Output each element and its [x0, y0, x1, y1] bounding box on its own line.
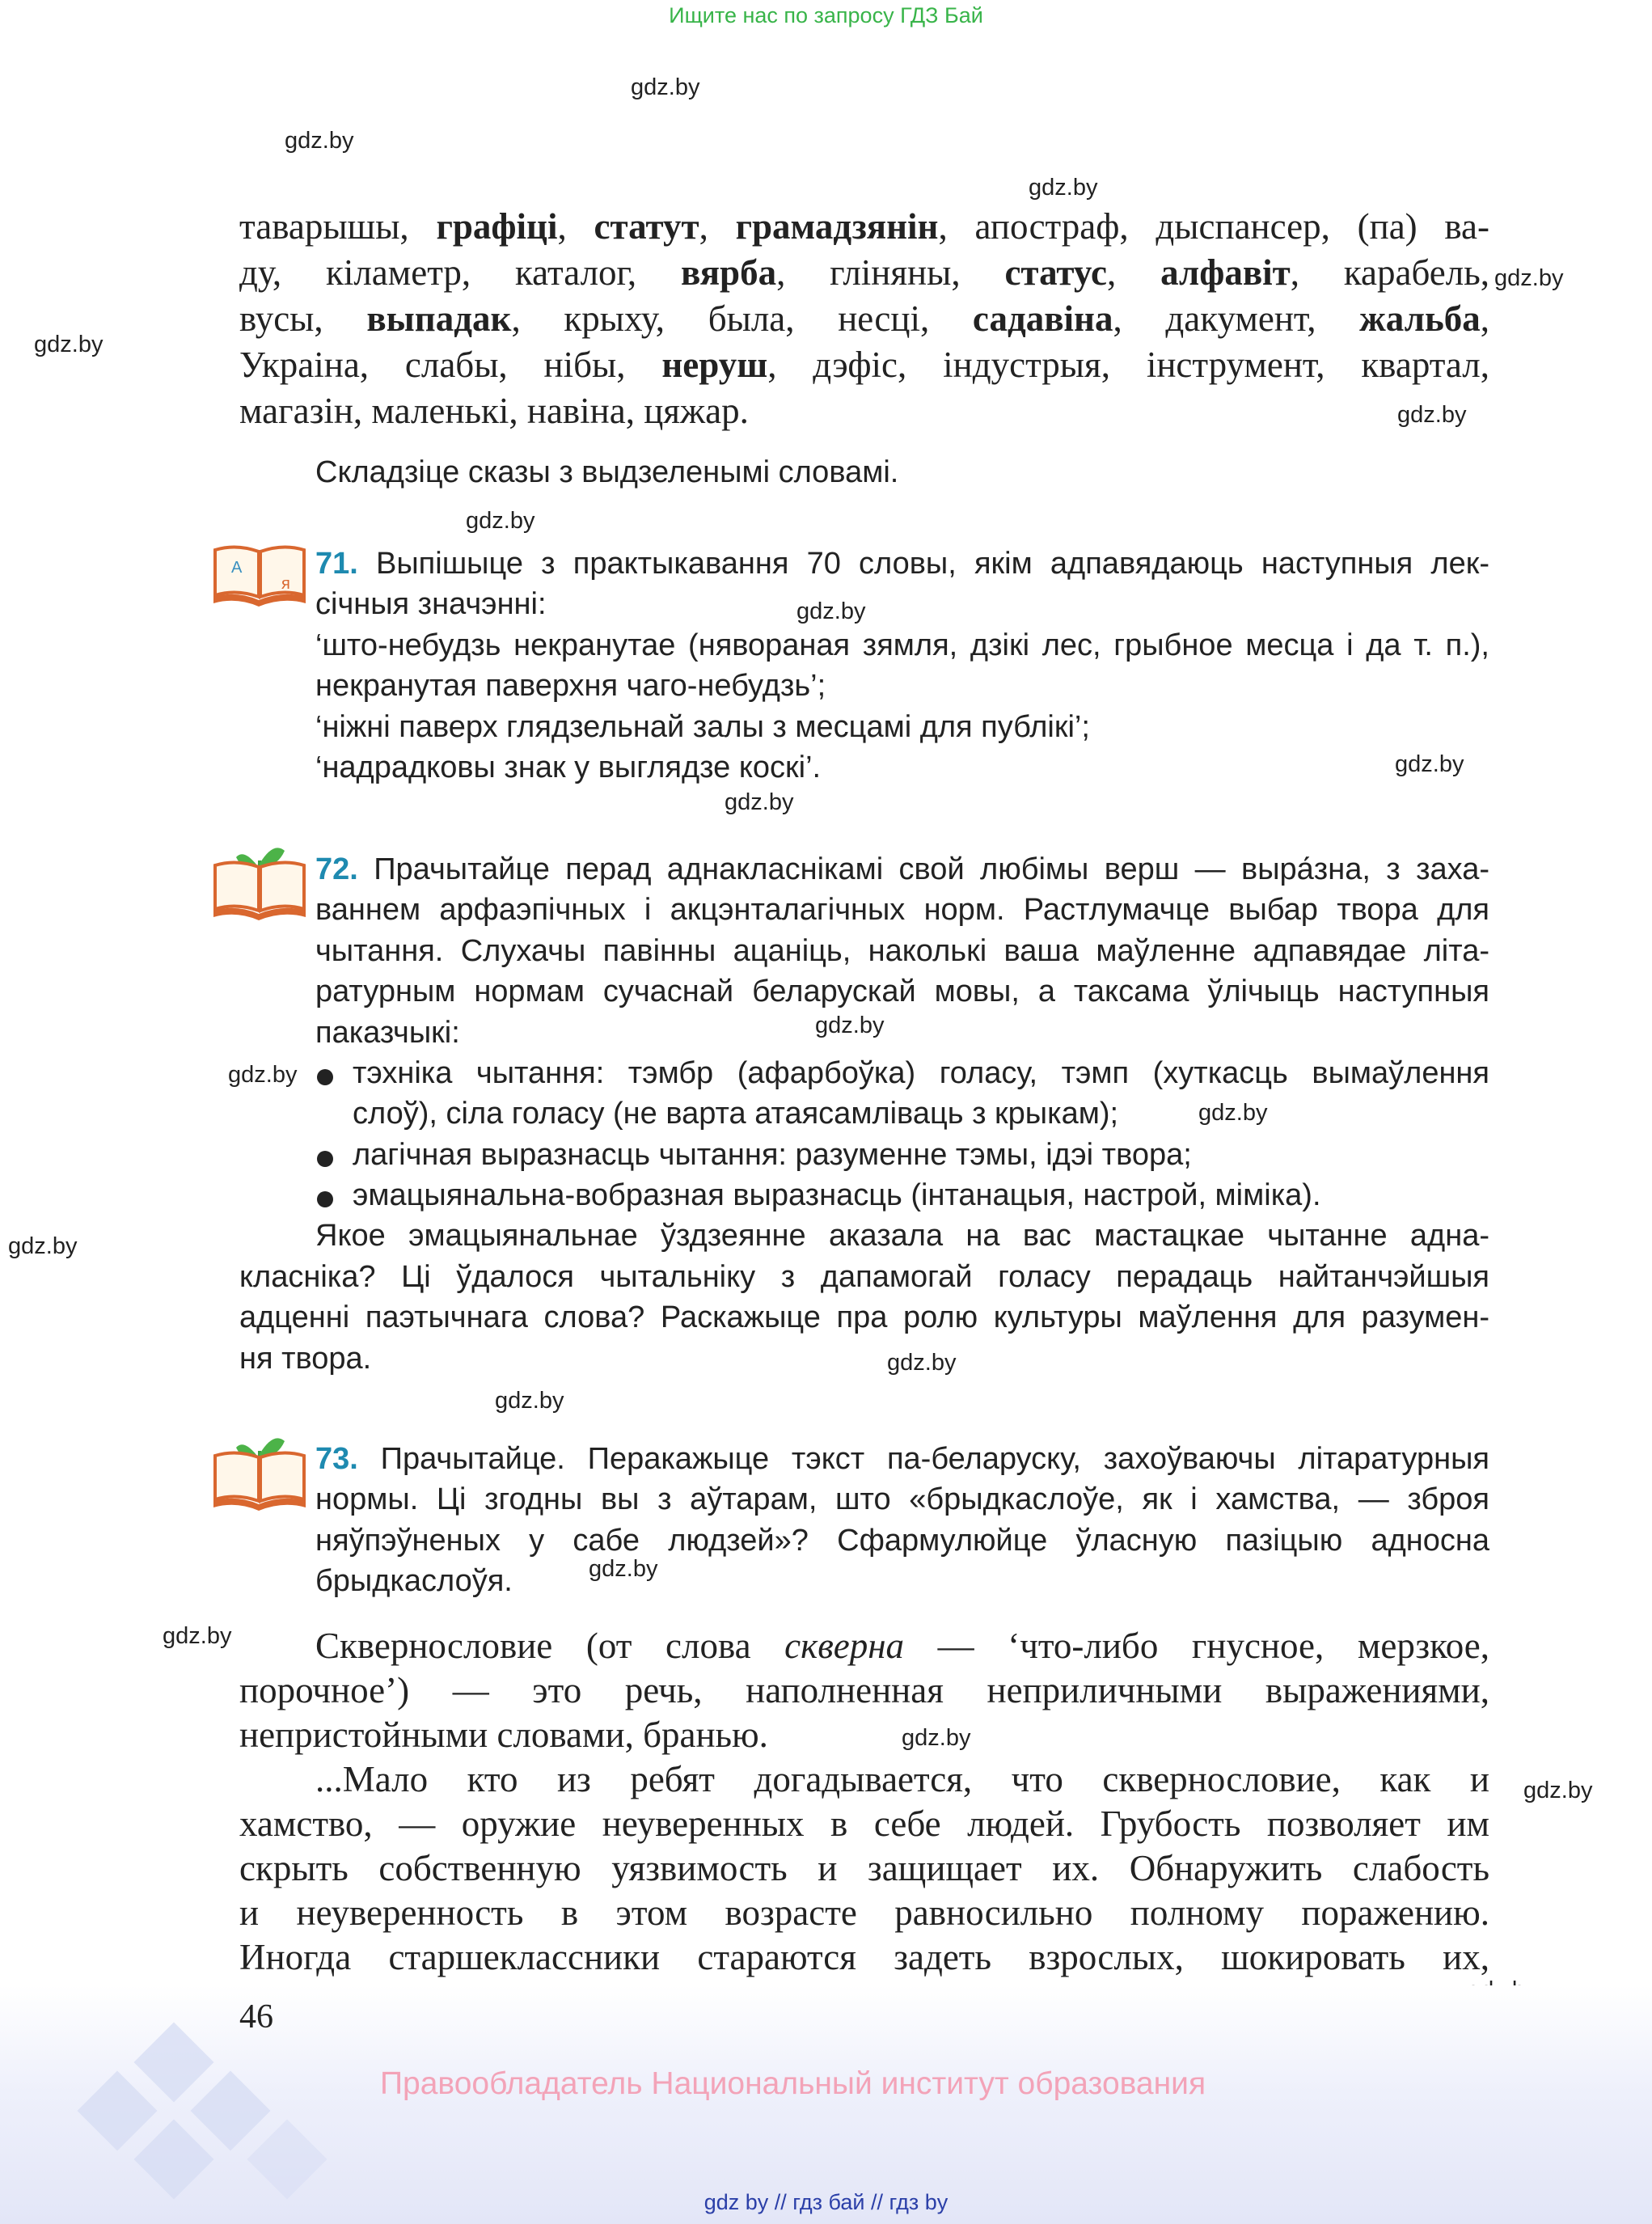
- exercise-72-line: ня твора.: [239, 1342, 372, 1376]
- svg-text:я: я: [281, 575, 290, 593]
- exercise-72-line: 72. Прачытайце перад аднакласнікамі свой любімы верш — выра́зна, з заха-: [315, 852, 1489, 886]
- decor-diamond: [247, 2120, 327, 2200]
- russian-text-line: скрыть собственную уязвимость и защищает их. Обнаружить слабость: [239, 1848, 1489, 1888]
- watermark: gdz.by: [1494, 265, 1564, 291]
- bullet-marker: [317, 1069, 333, 1085]
- watermark: gdz.by: [163, 1623, 232, 1649]
- bullet-marker: [317, 1191, 333, 1207]
- watermark: gdz.by: [815, 1013, 885, 1038]
- rights-holder: Правообладатель Национальный институт образования: [380, 2066, 1206, 2101]
- watermark: gdz.by: [1397, 402, 1467, 428]
- decor-diamond: [134, 2023, 214, 2103]
- russian-text-line: ...Мало кто из ребят догадывается, что сквернословие, как и: [315, 1759, 1489, 1799]
- word-list-line: вусы, выпадак, крыху, была, несці, садавіна, дакумент, жальба,: [239, 298, 1489, 339]
- exercise-71-line: ‘што-небудзь некранутае (нявораная зямля, дзікі лес, грыбное месца і да т. п.),: [315, 628, 1489, 662]
- russian-text-line: хамство, — оружие неуверенных в себе людей. Грубость позволяет им: [239, 1803, 1489, 1844]
- exercise-number: 71.: [315, 547, 358, 581]
- watermark: gdz.by: [887, 1350, 957, 1376]
- watermark: gdz.by: [631, 74, 700, 100]
- word-list-line: ду, кіламетр, каталог, вярба, гліняны, статус, алфавіт, карабель,: [239, 252, 1489, 293]
- exercise-73-sprout-book-icon: [212, 1431, 307, 1512]
- watermark: gdz.by: [796, 598, 866, 624]
- page-number: 46: [239, 1998, 273, 2036]
- decor-diamond: [78, 2071, 158, 2151]
- task-instruction: Складзіце сказы з выдзеленымі словамі.: [315, 455, 899, 489]
- watermark: gdz.by: [725, 789, 794, 815]
- exercise-number: 73.: [315, 1442, 358, 1476]
- bullet-item: лагічная выразнасць чытання: разуменне тэмы, ідэі твора;: [353, 1138, 1192, 1172]
- watermark: gdz.by: [228, 1062, 298, 1088]
- exercise-72-line: ваннем арфаэпічных і акцэнталагічных норм. Растлумачце выбар твора для: [315, 893, 1489, 927]
- watermark: gdz.by: [495, 1388, 564, 1414]
- decor-diamond: [134, 2120, 214, 2200]
- exercise-71-line: ‘ніжні паверх глядзельнай залы з месцамі для публікі’;: [315, 710, 1090, 744]
- exercise-71-book-icon: [212, 540, 307, 608]
- bullet-item: тэхніка чытання: тэмбр (афарбоўка) голасу, тэмп (хуткасць вымаўлення: [353, 1056, 1489, 1090]
- bullet-item: слоў), сіла голасу (не варта атаясамліваць з крыкам);: [353, 1097, 1119, 1131]
- exercise-73-line: брыдкаслоўя.: [315, 1564, 513, 1598]
- russian-text-line: Сквернословие (от слова скверна — ‘что-либо гнусное, мерзкое,: [315, 1626, 1489, 1666]
- watermark: gdz.by: [1523, 1778, 1593, 1803]
- exercise-72-line: паказчыкі:: [315, 1016, 460, 1050]
- watermark: gdz.by: [34, 332, 104, 357]
- exercise-73-line: нормы. Ці згодны вы з аўтарам, што «брыдкаслоўе, як і хамства, — зброя: [315, 1482, 1489, 1516]
- word-list-line: Украіна, слабы, нібы, неруш, дэфіс, індустрыя, інструмент, квартал,: [239, 345, 1490, 385]
- exercise-71-line: некранутая паверхня чаго-небудзь’;: [315, 669, 826, 703]
- exercise-73-line: няўпэўненых у сабе людзей»? Сфармулюйце ўласную пазіцыю адносна: [315, 1524, 1489, 1558]
- watermark: gdz.by: [1198, 1100, 1268, 1126]
- exercise-71-line: 71. Выпішыце з практыкавання 70 словы, якім адпавядаюць наступныя лек-: [315, 547, 1489, 581]
- exercise-72-sprout-book-icon: [212, 841, 307, 922]
- watermark: gdz.by: [589, 1556, 658, 1582]
- footer-links[interactable]: gdz by // гдз бай // гдз by: [703, 2190, 949, 2214]
- watermark: gdz.by: [466, 508, 535, 534]
- russian-text-line: Иногда старшеклассники стараются задеть взрослых, шокировать их,: [239, 1937, 1489, 1977]
- bullet-item: эмацыянальна-вобразная выразнасць (інтанацыя, настрой, міміка).: [353, 1178, 1321, 1212]
- decor-diamond: [191, 2071, 271, 2151]
- bullet-marker: [317, 1151, 333, 1167]
- exercise-71-line: ‘надрадковы знак у выглядзе коскі’.: [315, 750, 822, 784]
- exercise-72-line: ратурным нормам сучаснай беларускай мовы, а таксама ўлічыць наступныя: [315, 975, 1489, 1008]
- russian-text-line: порочное’) — это речь, наполненная неприличными выражениями,: [239, 1670, 1489, 1710]
- exercise-72-line: адценні паэтычнага слова? Раскажыце пра ролю культуры маўлення для разумен-: [239, 1300, 1489, 1334]
- russian-text-line: непристойными словами, бранью.: [239, 1715, 768, 1755]
- watermark: gdz.by: [8, 1233, 78, 1259]
- exercise-72-line: чытання. Слухачы павінны ацаніць, наколькі ваша маўленне адпавядае літа-: [315, 934, 1489, 968]
- watermark: gdz.by: [285, 128, 354, 154]
- exercise-73-line: 73. Прачытайце. Перакажыце тэкст па-беларуску, захоўваючы літаратурныя: [315, 1442, 1490, 1476]
- exercise-number: 72.: [315, 852, 358, 886]
- word-list-line: магазін, маленькі, навіна, цяжар.: [239, 391, 749, 431]
- exercise-72-line: класніка? Ці ўдалося чытальніку з дапамогай голасу перадаць найтанчэйшыя: [239, 1260, 1489, 1294]
- svg-text:А: А: [231, 559, 243, 577]
- word-list-line: таварышы, графіці, статут, грамадзянін, апостраф, дыспансер, (па) ва-: [239, 206, 1490, 247]
- russian-text-line: и неуверенность в этом возрасте равносильно полному поражению.: [239, 1892, 1489, 1933]
- exercise-71-line: січныя значэнні:: [315, 587, 547, 621]
- top-banner[interactable]: Ищите нас по запросу ГДЗ Бай: [669, 3, 983, 27]
- watermark: gdz.by: [1395, 751, 1464, 777]
- exercise-72-line: Якое эмацыянальнае ўздзеянне аказала на вас мастацкае чытанне адна-: [315, 1219, 1489, 1253]
- watermark: gdz.by: [1029, 175, 1098, 201]
- watermark: gdz.by: [902, 1725, 971, 1751]
